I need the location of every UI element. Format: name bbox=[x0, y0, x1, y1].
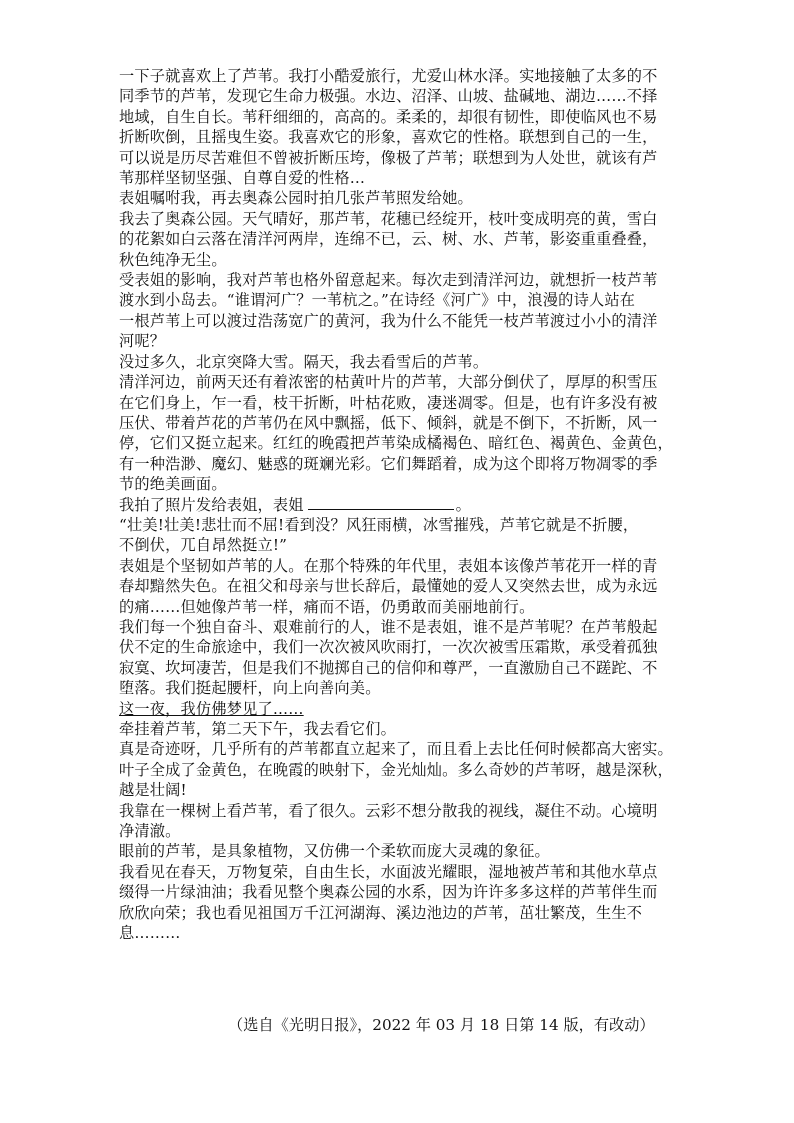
text-line: 叶子全成了金黄色，在晚霞的映射下，金光灿灿。多么奇妙的芦苇呀，越是深秋， bbox=[119, 760, 673, 779]
text-line: 息……… bbox=[119, 924, 181, 943]
text-line: 眼前的芦苇，是具象植物，又仿佛一个柔软而庞大灵魂的象征。 bbox=[119, 842, 550, 861]
text-line: 一下子就喜欢上了芦苇。我打小酷爱旅行，尤爱山林水泽。实地接触了太多的不 bbox=[119, 67, 658, 85]
text-line: 伏不定的生命旅途中，我们一次次被风吹雨打，一次次被雪压霜欺，承受着孤独 bbox=[119, 638, 658, 657]
text-line: 缀得一片绿油油；我看见整个奥森公园的水系，因为许许多多这样的芦苇伴生而 bbox=[119, 883, 658, 902]
text-line: 表姐嘱咐我，再去奥森公园时拍几张芦苇照发给她。 bbox=[119, 189, 473, 208]
text-line: 停，它们又挺立起来。红红的晚霞把芦苇染成橘褐色、暗红色、褐黄色、金黄色， bbox=[119, 434, 673, 453]
text-line: 净清澈。 bbox=[119, 822, 181, 841]
text-line: 压伏、带着芦花的芦苇仍在风中飘摇，低下、倾斜，就是不倒下，不折断，风一 bbox=[119, 413, 658, 432]
paragraph bbox=[119, 270, 679, 352]
text-line: 折断吹倒，且摇曳生姿。我喜欢它的形象，喜欢它的性格。联想到自己的一生， bbox=[119, 128, 658, 147]
text-line: 欣欣向荣；我也看见祖国万千江河湖海、溪边池边的芦苇，茁壮繁茂，生生不 bbox=[119, 903, 643, 922]
text-line: 牵挂着芦苇，第二天下午，我去看它们。 bbox=[119, 720, 396, 738]
text-line: 不倒伏，兀自昂然挺立!” bbox=[119, 536, 288, 555]
blank-line-suffix: 。 bbox=[455, 495, 472, 514]
text-line: 同季节的芦苇，发现它生命力极强。水边、沼泽、山坡、盐碱地、湖边……不择 bbox=[119, 87, 658, 106]
fill-in-blank-line bbox=[119, 495, 679, 515]
text-line: 越是壮阔! bbox=[119, 781, 187, 800]
paragraph bbox=[119, 841, 679, 861]
text-line: 的痛……但她像芦苇一样，痛而不语，仍勇敢而美丽地前行。 bbox=[119, 597, 535, 616]
text-line: 清洋河边，前两天还有着浓密的枯黄叶片的芦苇，大部分倒伏了，厚厚的积雪压 bbox=[119, 373, 658, 392]
text-line: 我们每一个独自奋斗、艰难前行的人，谁不是表姐，谁不是芦苇呢？在芦苇般起 bbox=[119, 617, 658, 636]
text-line: 我看见在春天，万物复荣，自由生长，水面波光耀眼，湿地被芦苇和其他水草点 bbox=[119, 862, 658, 881]
text-line: 节的绝美画面。 bbox=[119, 475, 227, 494]
article-body bbox=[119, 66, 679, 943]
underlined-sentence bbox=[119, 699, 679, 719]
paragraph bbox=[119, 719, 679, 739]
text-line: “壮美!壮美!悲壮而不屈!看到没？风狂雨横，冰雪摧残，芦苇它就是不折腰， bbox=[119, 515, 639, 534]
paragraph bbox=[119, 556, 679, 617]
blank-line-prefix: 我拍了照片发给表姐，表姐 bbox=[119, 495, 304, 514]
paragraph bbox=[119, 617, 679, 699]
paragraph-group-1 bbox=[119, 66, 679, 495]
paragraph bbox=[119, 188, 679, 208]
text-line: 堕落。我们挺起腰杆，向上向善向美。 bbox=[119, 679, 381, 698]
paragraph bbox=[119, 352, 679, 372]
text-line: 秋色纯净无尘。 bbox=[119, 250, 227, 269]
text-line: 寂寞、坎坷凄苦，但是我们不抛掷自己的信仰和尊严，一直激励自己不蹉跎、不 bbox=[119, 658, 658, 677]
text-line: 我靠在一棵树上看芦苇，看了很久。云彩不想分散我的视线，凝住不动。心境明 bbox=[119, 801, 658, 820]
text-line: 地域，自生自长。苇秆细细的，高高的。柔柔的，却很有韧性，即使临风也不易 bbox=[119, 107, 658, 126]
text-line: 没过多久，北京突降大雪。隔天，我去看雪后的芦苇。 bbox=[119, 352, 489, 371]
paragraph bbox=[119, 372, 679, 494]
text-line: 河呢？ bbox=[119, 332, 166, 351]
underlined-text: 这一夜，我仿佛梦见了…… bbox=[119, 699, 304, 718]
text-line: 春却黯然失色。在祖父和母亲与世长辞后，最懂她的爱人又突然去世，成为永远 bbox=[119, 577, 658, 596]
text-line: 渡水到小岛去。“谁谓河广？一苇杭之。”在诗经《河广》中，浪漫的诗人站在 bbox=[119, 291, 636, 310]
text-line: 我去了奥森公园。天气晴好，那芦苇，花穗已经绽开，枝叶变成明亮的黄，雪白 bbox=[119, 209, 658, 228]
text-line: 受表姐的影响，我对芦苇也格外留意起来。每次走到清洋河边，就想折一枝芦苇 bbox=[119, 271, 658, 290]
text-line: 真是奇迹呀，几乎所有的芦苇都直立起来了，而且看上去比任何时候都高大密实。 bbox=[119, 740, 673, 759]
paragraph bbox=[119, 209, 679, 270]
paragraph-group-2 bbox=[119, 515, 679, 699]
text-line: 在它们身上，乍一看，枝干折断，叶枯花败，凄迷凋零。但是，也有许多没有被 bbox=[119, 393, 658, 412]
text-line: 苇那样坚韧坚强、自尊自爱的性格… bbox=[119, 169, 366, 188]
text-line: 有一种浩渺、魔幻、魅惑的斑斓光彩。它们舞蹈着，成为这个即将万物凋零的季 bbox=[119, 454, 658, 473]
text-line: 一根芦苇上可以渡过浩荡宽广的黄河，我为什么不能凭一枝芦苇渡过小小的清洋 bbox=[119, 311, 658, 330]
answer-blank bbox=[308, 495, 454, 510]
source-citation: （选自《光明日报》，2022 年 03 月 18 日第 14 版，有改动） bbox=[228, 1016, 655, 1034]
text-line: 可以说是历尽苦难但不曾被折断压垮，像极了芦苇；联想到为人处世，就该有芦 bbox=[119, 148, 658, 167]
paragraph bbox=[119, 66, 679, 188]
paragraph bbox=[119, 862, 679, 944]
text-line: 的花絮如白云落在清洋河两岸，连绵不已，云、树、水、芦苇，影姿重重叠叠， bbox=[119, 230, 658, 249]
text-line: 表姐是个坚韧如芦苇的人。在那个特殊的年代里，表姐本该像芦苇花开一样的青 bbox=[119, 556, 658, 575]
paragraph bbox=[119, 801, 679, 842]
paragraph bbox=[119, 515, 679, 556]
paragraph bbox=[119, 739, 679, 800]
paragraph-group-3 bbox=[119, 719, 679, 943]
